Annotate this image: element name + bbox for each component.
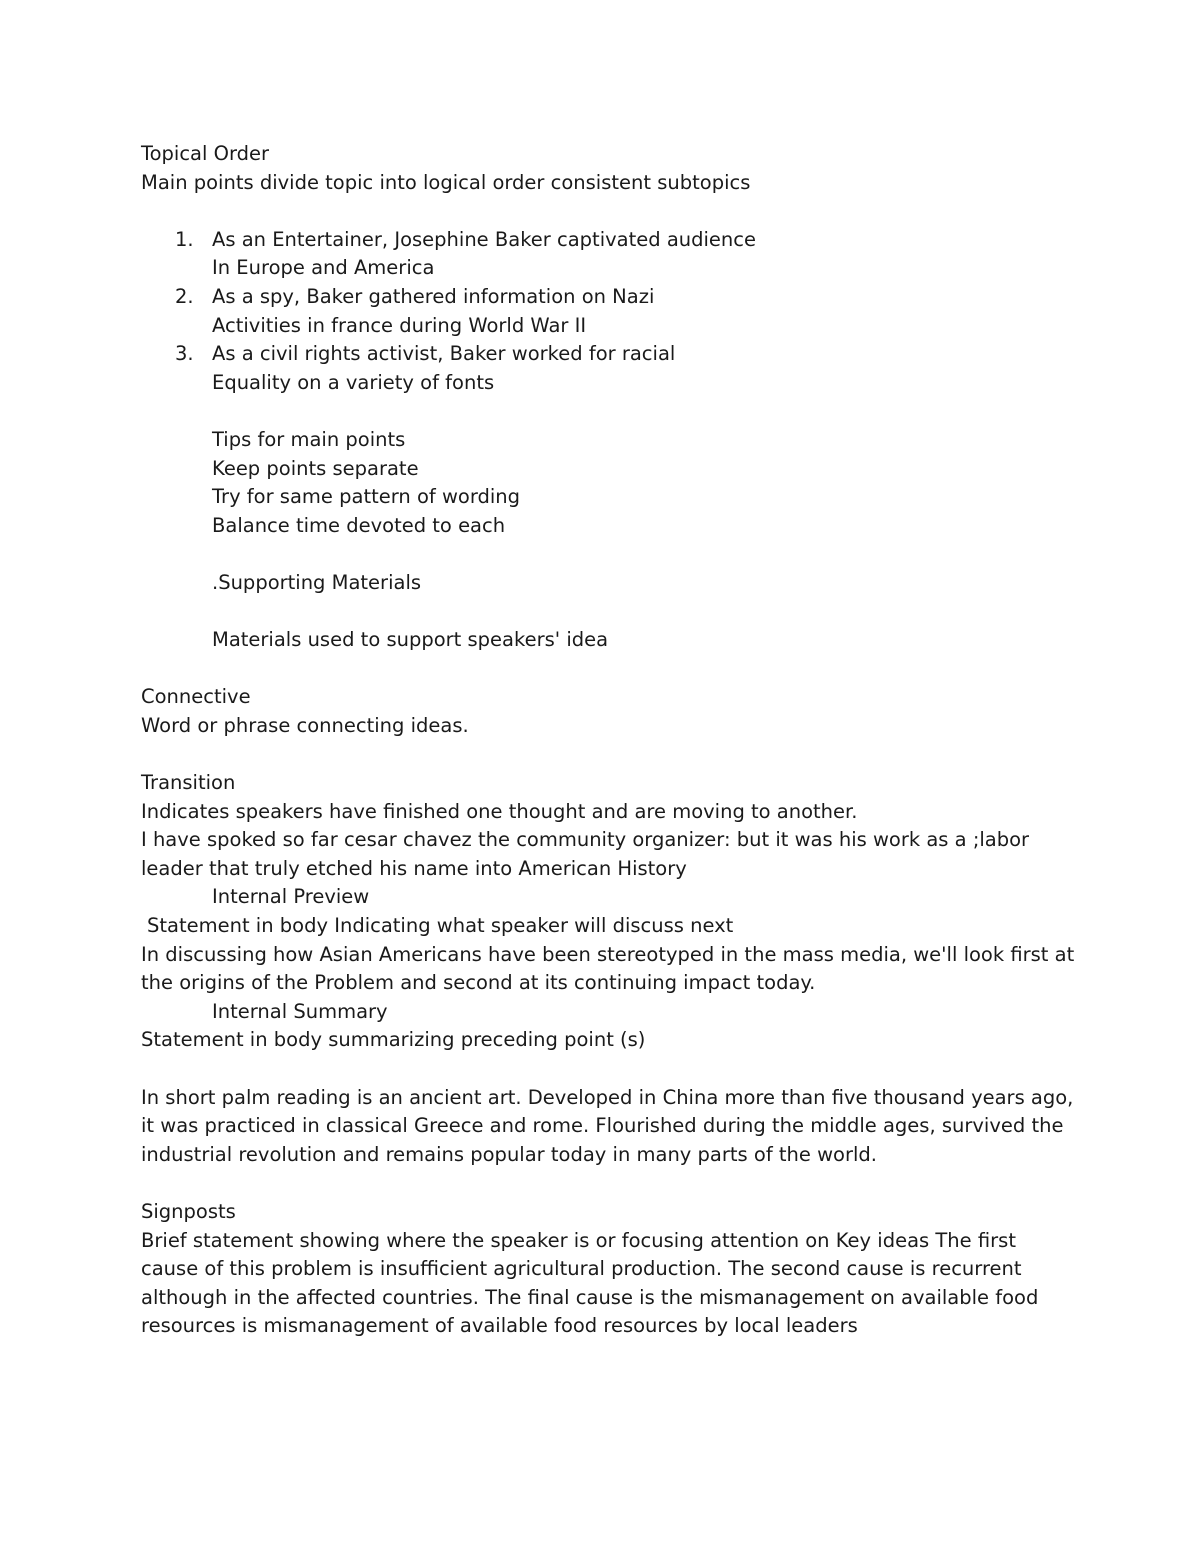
spacer	[141, 197, 1061, 226]
list-number: 2.	[175, 284, 194, 308]
spacer	[141, 540, 1061, 569]
list-item-text: As a civil rights activist, Baker worked for racial	[212, 342, 676, 366]
list-number: 3.	[175, 342, 194, 366]
internal-preview-heading: Internal Preview	[212, 885, 370, 909]
spacer	[141, 655, 1061, 684]
signposts-heading: Signposts	[141, 1199, 236, 1223]
signposts-text: Brief statement showing where the speaker is or focusing attention on Key ideas The first	[141, 1228, 1016, 1252]
supporting-materials-heading: .Supporting Materials	[212, 570, 422, 594]
tip-item: Try for same pattern of wording	[212, 485, 521, 509]
list-item-text: As a spy, Baker gathered information on Nazi	[212, 284, 655, 308]
list-item-continuation: Activities in france during World War II	[212, 313, 587, 337]
internal-summary-heading: Internal Summary	[212, 999, 388, 1023]
spacer	[141, 1169, 1061, 1198]
list-item-continuation: In Europe and America	[212, 256, 435, 280]
internal-summary-description: Statement in body summarizing preceding point (s)	[141, 1028, 646, 1052]
tips-heading: Tips for main points	[212, 427, 406, 451]
tip-item: Keep points separate	[212, 456, 419, 480]
heading-topical-order: Topical Order	[141, 142, 270, 165]
internal-summary-example: In short palm reading is an ancient art. Developed in China more than five thousand years ago,	[141, 1085, 1074, 1109]
signposts-text: although in the affected countries. The final cause is the mismanagement on available food	[141, 1285, 1039, 1309]
internal-preview-example: In discussing how Asian Americans have been stereotyped in the mass media, we'll look first at	[141, 942, 1075, 966]
internal-summary-example: industrial revolution and remains popular today in many parts of the world.	[141, 1142, 877, 1166]
list-item	[141, 340, 1061, 397]
list-item	[141, 283, 1061, 340]
supporting-materials-description: Materials used to support speakers' idea	[212, 628, 609, 652]
spacer	[141, 1055, 1061, 1084]
main-points-list	[141, 226, 1061, 398]
topical-order-description: Main points divide topic into logical order consistent subtopics	[141, 170, 751, 194]
transition-description: Indicates speakers have finished one thought and are moving to another.	[141, 799, 858, 823]
list-item-text: As an Entertainer, Josephine Baker captivated audience	[212, 227, 757, 251]
list-number: 1.	[175, 227, 194, 251]
list-item	[141, 226, 1061, 283]
connective-heading: Connective	[141, 685, 251, 709]
internal-preview-description: Statement in body Indicating what speaker will discuss next	[147, 914, 734, 938]
tip-item: Balance time devoted to each	[212, 513, 506, 537]
internal-preview-example: the origins of the Problem and second at its continuing impact today.	[141, 971, 816, 995]
signposts-text: cause of this problem is insufficient agricultural production. The second cause is recurrent	[141, 1257, 1022, 1281]
spacer	[141, 740, 1061, 769]
signposts-text: resources is mismanagement of available food resources by local leaders	[141, 1314, 858, 1338]
internal-summary-example: it was practiced in classical Greece and rome. Flourished during the middle ages, survived the	[141, 1114, 1064, 1138]
transition-example: leader that truly etched his name into American History	[141, 856, 687, 880]
document-body	[141, 140, 1075, 1341]
transition-heading: Transition	[141, 771, 236, 795]
transition-example: I have spoked so far cesar chavez the community organizer: but it was his work as a ;labor	[141, 828, 1030, 852]
list-item-continuation: Equality on a variety of fonts	[212, 370, 495, 394]
spacer	[141, 598, 1061, 627]
spacer	[141, 397, 1061, 426]
connective-description: Word or phrase connecting ideas.	[141, 713, 469, 737]
